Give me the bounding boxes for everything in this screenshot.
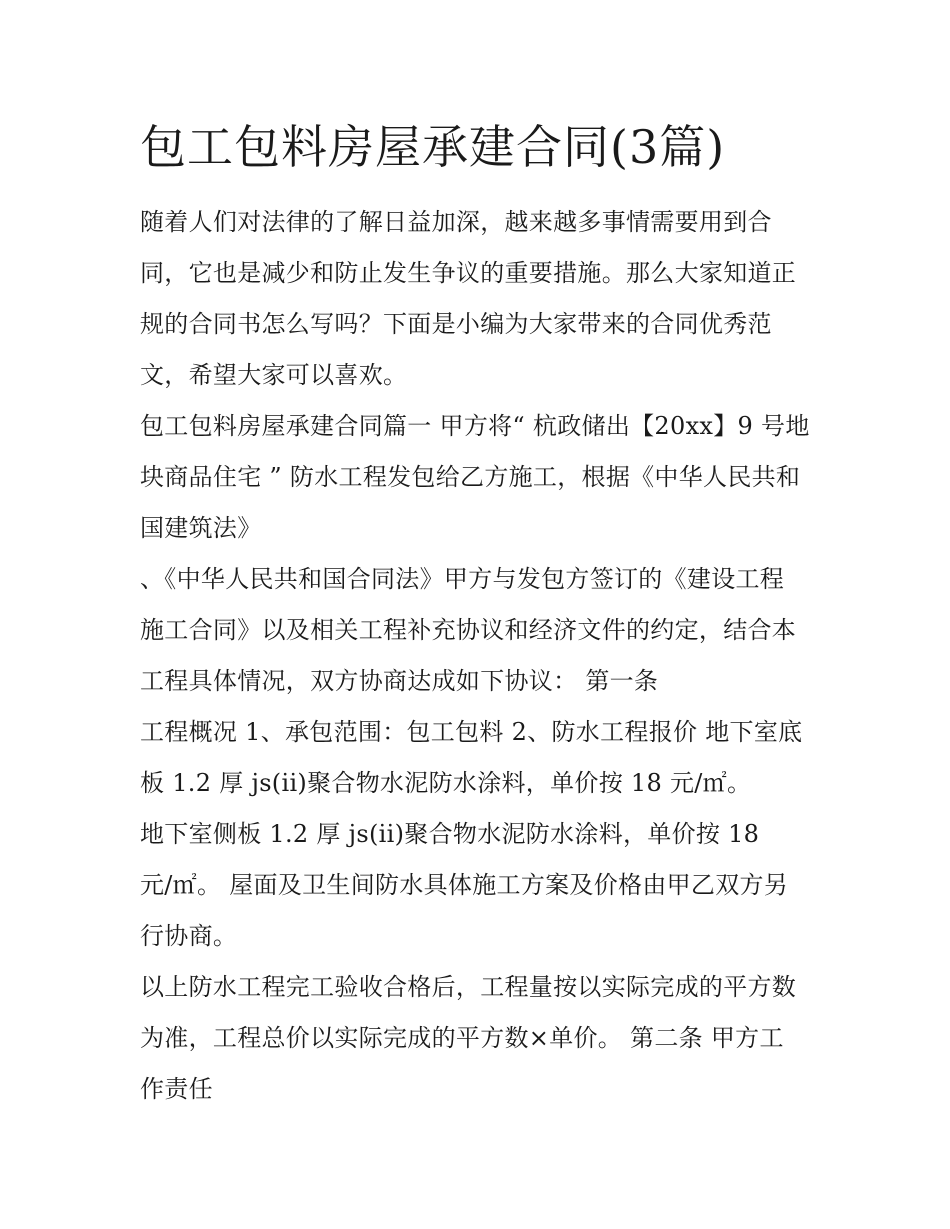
document-title: 包工包料房屋承建合同(3篇) [140,120,726,174]
body-line: 文，希望大家可以喜欢。 [140,361,408,389]
body-line: 元/㎡。 屋面及卫生间防水具体施工方案及价格由甲乙双方另 [140,871,789,899]
body-line: 随着人们对法律的了解日益加深，越来越多事情需要用到合 [140,208,772,236]
body-line: 施工合同》以及相关工程补充协议和经济文件的约定，结合本 [140,616,797,644]
body-line: 工程具体情况，双方协商达成如下协议： 第一条 [140,667,659,695]
body-line: 规的合同书怎么写吗？下面是小编为大家带来的合同优秀范 [140,310,772,338]
body-line: 工程概况 1、承包范围：包工包料 2、防水工程报价 地下室底 [140,718,803,746]
body-line: 以上防水工程完工验收合格后，工程量按以实际完成的平方数 [140,973,797,1001]
body-line: 行协商。 [140,922,238,950]
body-line: 同，它也是减少和防止发生争议的重要措施。那么大家知道正 [140,259,797,287]
body-line: 为准，工程总价以实际完成的平方数×单价。 第二条 甲方工 [140,1024,784,1052]
body-line: 国建筑法》 [140,514,262,542]
body-line: 作责任 [140,1075,213,1103]
body-line: 包工包料房屋承建合同篇一 甲方将“ 杭政储出【20xx】9 号地 [140,412,810,440]
body-line: 地下室侧板 1.2 厚 js(ii)聚合物水泥防水涂料，单价按 18 [140,820,760,848]
body-line: 、《中华人民共和国合同法》甲方与发包方签订的《建设工程 [140,565,785,593]
body-line: 块商品住宅 ” 防水工程发包给乙方施工，根据《中华人民共和 [140,463,801,491]
body-line: 板 1.2 厚 js(ii)聚合物水泥防水涂料，单价按 18 元/㎡。 [140,769,752,797]
